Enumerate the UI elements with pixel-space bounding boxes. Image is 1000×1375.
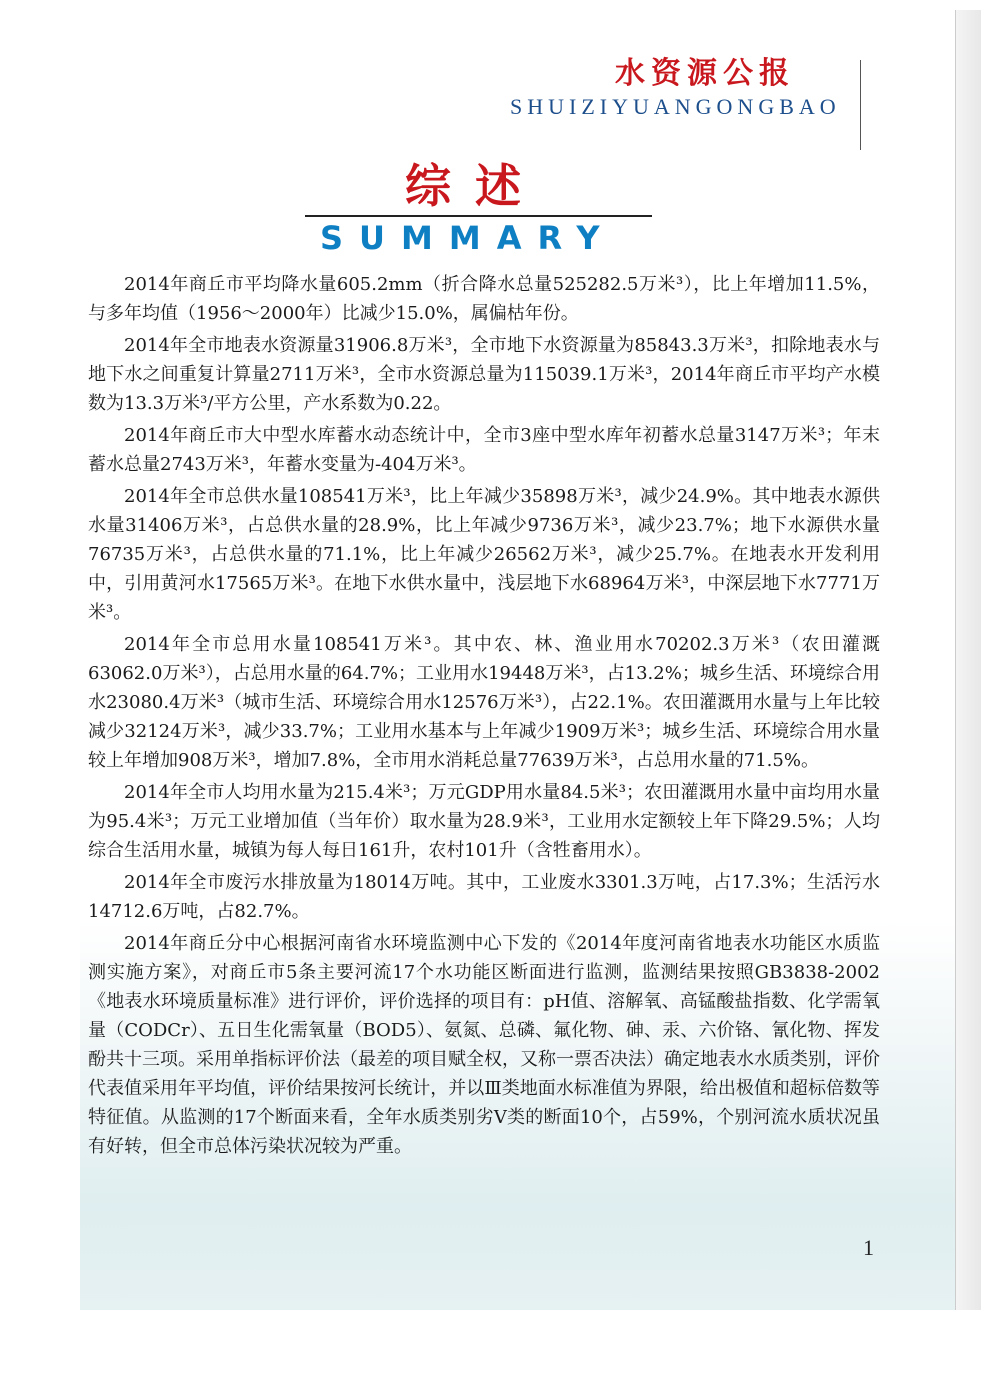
publication-name-en: SHUIZIYUANGONGBAO [510,94,841,119]
page-edge [955,10,981,1310]
paragraph-wastewater: 2014年全市废污水排放量为18014万吨。其中，工业废水3301.3万吨，占17.3%；生活污水14712.6万吨，占82.7%。 [88,872,880,922]
article-body [88,270,880,1164]
paragraph-water-quality: 2014年商丘分中心根据河南省水环境监测中心下发的《2014年度河南省地表水功能区水质监测实施方案》，对商丘市5条主要河流17个水功能区断面进行监测，监测结果按照GB3838-2002《地表水环境质量标准》进行评价，评价选择的项目有：pH值、溶解氧、高锰酸盐指数、化学需氧量（CODCr）、五日生化需氧量（BOD5）、氨氮、总磷、氟化物、砷、汞、六价铬、氰化物、挥发酚共十三项。采用单指标评价法（最差的项目赋全权，又称一票否决法）确定地表水水质类别，评价代表值采用年平均值，评价结果按河长统计，并以Ⅲ类地面水标准值为界限，给出极值和超标倍数等特征值。从监测的17个断面来看，全年水质类别劣Ⅴ类的断面10个，占59%，个别河流水质状况虽有好转，但全市总体污染状况较为严重。 [88,933,880,1157]
title-divider [305,215,652,217]
paragraph-use-indicators: 2014年全市人均用水量为215.4米³；万元GDP用水量84.5米³；农田灌溉用水量中亩均用水量为95.4米³；万元工业增加值（当年价）取水量为28.9米³，工业用水定额较上年下降29.5%；人均综合生活用水量，城镇为每人每日161升，农村101升（含牲畜用水）。 [88,782,880,861]
paragraph-reservoir-storage: 2014年商丘市大中型水库蓄水动态统计中，全市3座中型水库年初蓄水总量3147万米³；年末蓄水总量2743万米³，年蓄水变量为-404万米³。 [88,425,880,475]
paragraph-water-supply: 2014年全市总供水量108541万米³，比上年减少35898万米³，减少24.9%。其中地表水源供水量31406万米³，占总供水量的28.9%，比上年减少9736万米³，减少23.7%；地下水源供水量76735万米³，占总供水量的71.1%，比上年减少26562万米³，减少25.7%。在地表水开发利用中，引用黄河水17565万米³。在地下水供水量中，浅层地下水68964万米³，中深层地下水7771万米³。 [88,486,880,623]
paragraph-precipitation: 2014年商丘市平均降水量605.2mm（折合降水总量525282.5万米³），比上年增加11.5%，与多年均值（1956～2000年）比减少15.0%，属偏枯年份。 [88,274,880,324]
page-number: 1 [863,1235,874,1260]
section-title-cn: 综述 [405,159,545,213]
paragraph-water-resources: 2014年全市地表水资源量31906.8万米³，全市地下水资源量为85843.3万米³，扣除地表水与地下水之间重复计算量2711万米³，全市水资源总量为115039.1万米³，2014年商丘市平均产水模数为13.3万米³/平方公里，产水系数为0.22。 [88,335,880,414]
paragraph-water-use: 2014年全市总用水量108541万米³。其中农、林、渔业用水70202.3万米³（农田灌溉63062.0万米³），占总用水量的64.7%；工业用水19448万米³，占13.2%；城乡生活、环境综合用水23080.4万米³（城市生活、环境综合用水12576万米³），占22.1%。农田灌溉用水量与上年比较减少32124万米³，减少33.7%；工业用水基本与上年减少1909万米³；城乡生活、环境综合用水量较上年增加908万米³，增加7.8%，全市用水消耗总量77639万米³，占总用水量的71.5%。 [88,634,880,771]
header-divider [860,60,861,150]
section-title-en: SUMMARY [320,219,616,257]
publication-name-cn: 水资源公报 [615,56,795,91]
